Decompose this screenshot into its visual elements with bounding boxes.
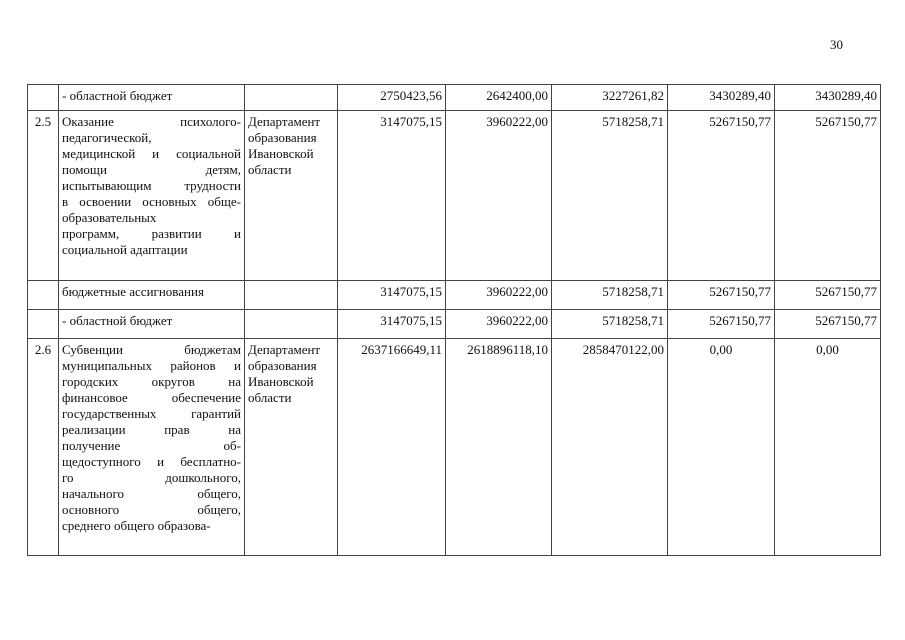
amount-cell: 0,00 <box>775 339 881 556</box>
description-line: получение об- <box>62 438 241 453</box>
amount-cell: 5267150,77 <box>668 281 775 310</box>
page-number: 30 <box>830 37 843 52</box>
description-line: финансовое обеспечение <box>62 390 241 405</box>
amount-cell: 3960222,00 <box>446 111 552 281</box>
description-line: государственных гарантий <box>62 406 241 421</box>
table-row <box>28 281 881 310</box>
responsible-department <box>245 281 338 310</box>
description-line: бюджетные ассигнования <box>62 284 204 299</box>
description-line: испытывающим трудности <box>62 178 241 193</box>
amount-cell: 5267150,77 <box>775 310 881 339</box>
amount-cell: 5718258,71 <box>552 111 668 281</box>
row-description <box>59 281 245 310</box>
row-description <box>59 310 245 339</box>
row-description <box>59 85 245 111</box>
amount-cell: 5267150,77 <box>775 281 881 310</box>
amount-cell: 2642400,00 <box>446 85 552 111</box>
description-line: начального общего, <box>62 486 241 501</box>
description-line: социальной адаптации <box>62 242 188 257</box>
amount-cell: 5718258,71 <box>552 310 668 339</box>
description-line: педагогической, <box>62 130 152 145</box>
description-line: - областной бюджет <box>62 313 173 328</box>
row-description <box>59 339 245 556</box>
description-line: муниципальных районов и <box>62 358 241 373</box>
amount-cell: 2750423,56 <box>338 85 446 111</box>
row-number <box>28 85 59 111</box>
description-line: программ, развитии и <box>62 226 241 241</box>
amount-cell: 5267150,77 <box>668 111 775 281</box>
description-line: реализации прав на <box>62 422 241 437</box>
amount-cell: 3147075,15 <box>338 310 446 339</box>
description-line: щедоступного и бесплатно- <box>62 454 241 469</box>
table-row <box>28 339 881 556</box>
description-line: го дошкольного, <box>62 470 241 485</box>
amount-cell: 3227261,82 <box>552 85 668 111</box>
responsible-department: Департамент образования Ивановской области <box>245 339 338 556</box>
amount-cell: 3960222,00 <box>446 281 552 310</box>
amount-cell: 3430289,40 <box>668 85 775 111</box>
amount-cell: 0,00 <box>668 339 775 556</box>
row-number <box>28 310 59 339</box>
description-line: в освоении основных обще- <box>62 194 241 209</box>
responsible-department <box>245 85 338 111</box>
row-number <box>28 281 59 310</box>
amount-cell: 5267150,77 <box>775 111 881 281</box>
amount-cell: 2618896118,10 <box>446 339 552 556</box>
table-row <box>28 310 881 339</box>
amount-cell: 5267150,77 <box>668 310 775 339</box>
row-number: 2.5 <box>28 111 59 281</box>
amount-cell: 3147075,15 <box>338 281 446 310</box>
table-row <box>28 111 881 281</box>
table-body <box>28 85 881 556</box>
responsible-department: Департамент образования Ивановской области <box>245 111 338 281</box>
description-line: - областной бюджет <box>62 88 173 103</box>
table-row <box>28 85 881 111</box>
amount-cell: 3147075,15 <box>338 111 446 281</box>
description-line: Субвенции бюджетам <box>62 342 241 357</box>
budget-table <box>27 84 881 556</box>
description-line: городских округов на <box>62 374 241 389</box>
amount-cell: 2637166649,11 <box>338 339 446 556</box>
amount-cell: 5718258,71 <box>552 281 668 310</box>
description-line: Оказание психолого- <box>62 114 241 129</box>
amount-cell: 3430289,40 <box>775 85 881 111</box>
responsible-department <box>245 310 338 339</box>
description-line: помощи детям, <box>62 162 241 177</box>
row-description <box>59 111 245 281</box>
amount-cell: 2858470122,00 <box>552 339 668 556</box>
description-line: среднего общего образова- <box>62 518 211 533</box>
amount-cell: 3960222,00 <box>446 310 552 339</box>
description-line: медицинской и социальной <box>62 146 241 161</box>
description-line: основного общего, <box>62 502 241 517</box>
row-number: 2.6 <box>28 339 59 556</box>
description-line: образовательных <box>62 210 157 225</box>
